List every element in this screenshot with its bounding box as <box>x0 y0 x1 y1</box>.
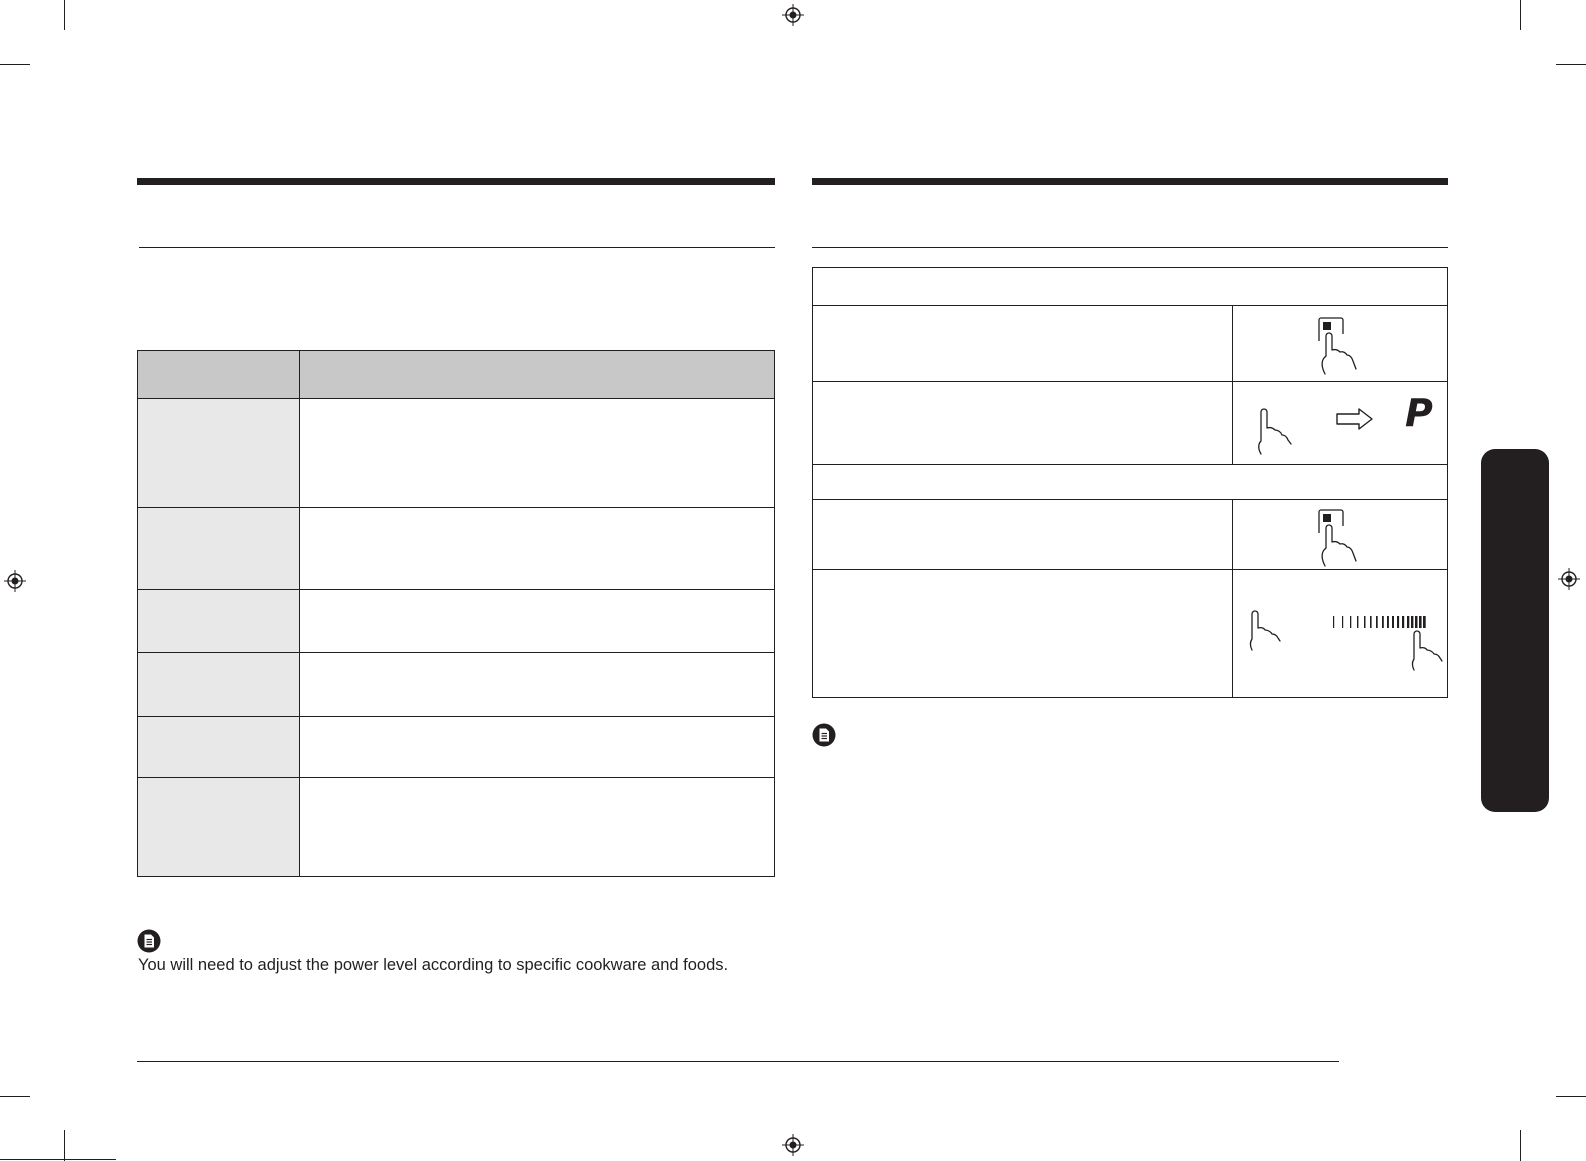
crop-mark <box>64 0 65 30</box>
crop-mark <box>1520 1130 1521 1161</box>
finger-slide-icon <box>1409 630 1449 672</box>
table-row <box>138 777 774 876</box>
crop-mark <box>0 64 30 65</box>
table-row <box>138 652 774 716</box>
step-row <box>813 569 1447 697</box>
registration-mark-icon <box>782 1134 804 1156</box>
left-section-top-rule <box>137 178 775 185</box>
crop-mark <box>64 1130 65 1161</box>
footer-rule <box>137 1061 1339 1062</box>
chapter-side-tab <box>1481 449 1549 812</box>
operation-steps-table <box>812 267 1448 698</box>
crop-mark <box>1520 0 1521 30</box>
note-icon <box>812 723 836 747</box>
table-header-row <box>138 351 774 398</box>
table-label-cell <box>138 399 300 507</box>
table-label-cell <box>138 508 300 589</box>
step-heading-row <box>813 464 1447 499</box>
power-level-table <box>137 350 775 877</box>
finger-touch-icon <box>1247 610 1287 652</box>
table-row <box>138 589 774 652</box>
registration-mark-icon <box>1558 568 1580 590</box>
finger-touch-icon <box>1255 406 1297 456</box>
step-illustration-cell <box>1232 570 1447 697</box>
step-row <box>813 305 1447 381</box>
note-text: You will need to adjust the power level according to specific cookware and foods. <box>138 956 729 974</box>
registration-mark-icon <box>782 4 804 26</box>
left-section-subrule <box>139 247 775 248</box>
crop-mark <box>0 1159 116 1160</box>
slider-scale-icon <box>1333 615 1427 629</box>
crop-mark <box>1556 64 1586 65</box>
note-icon <box>137 929 161 953</box>
step-illustration-cell <box>1232 306 1447 381</box>
table-header-cell <box>138 351 300 398</box>
registration-mark-icon <box>4 570 26 592</box>
crop-mark <box>0 1096 30 1097</box>
right-section-subrule <box>812 247 1448 248</box>
table-label-cell <box>138 653 300 716</box>
right-section-top-rule <box>812 178 1448 185</box>
step-heading-row <box>813 268 1447 305</box>
step-illustration-cell <box>1232 500 1447 569</box>
table-label-cell <box>138 778 300 876</box>
step-row <box>813 381 1447 464</box>
step-row <box>813 499 1447 569</box>
crop-mark <box>1556 1096 1586 1097</box>
table-row <box>138 716 774 777</box>
table-row <box>138 507 774 589</box>
table-row <box>138 398 774 507</box>
table-label-cell <box>138 590 300 652</box>
display-p-symbol: P <box>1405 391 1433 435</box>
table-label-cell <box>138 717 300 777</box>
arrow-right-icon <box>1335 407 1375 431</box>
touch-button-icon <box>1311 506 1371 568</box>
step-illustration-cell <box>1232 382 1447 464</box>
touch-button-icon <box>1311 314 1371 376</box>
